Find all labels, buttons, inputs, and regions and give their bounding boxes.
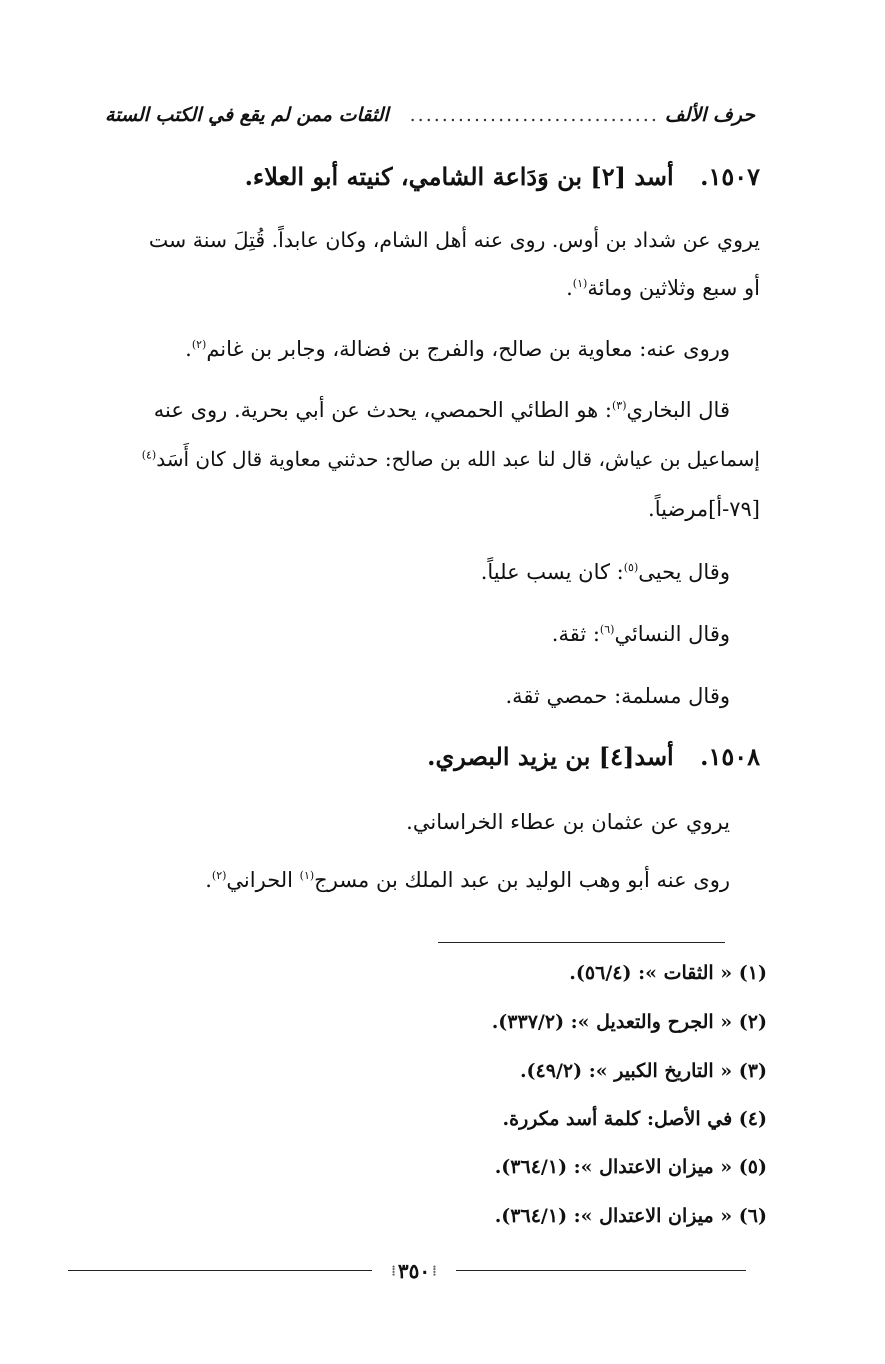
footnote-number: (١) — [738, 962, 767, 984]
text-span: وقال مسلمة: حمصي ثقة. — [505, 684, 730, 708]
running-header — [105, 104, 755, 126]
footnote-item — [492, 1011, 767, 1033]
bottom-rule-left — [68, 1270, 372, 1271]
entry-number: ١٥٠٧. — [700, 162, 760, 191]
text-span: . — [185, 337, 192, 361]
text-span: الحراني — [226, 868, 300, 892]
footnote-ref: (١) — [299, 869, 315, 882]
text-span: أو سبع وثلاثين ومائة — [587, 276, 760, 300]
footnote-text: « التاريخ الكبير »: (٤٩/٢). — [519, 1060, 733, 1082]
paragraph-line — [185, 337, 730, 361]
footnote-item — [503, 1108, 767, 1130]
footnote-ref: (٣) — [612, 399, 627, 412]
entry-title: أسد [٢] بن وَدَاعة الشامي، كنيته أبو العلاء. — [244, 162, 674, 191]
paragraph-line — [149, 228, 760, 252]
text-span: يروي عن شداد بن أوس. روى عنه أهل الشام، وكان عابداً. قُتِلَ سنة ست — [148, 228, 760, 252]
text-span: وروى عنه: معاوية بن صالح، والفرج بن فضالة، وجابر بن غانم — [206, 337, 730, 361]
text-span: وقال يحيى — [638, 560, 730, 584]
text-span: [٧٩-أ]مرضياً. — [648, 497, 760, 521]
entry-number: ١٥٠٨. — [700, 742, 760, 771]
paragraph-line — [505, 684, 730, 708]
entry-heading-1508 — [427, 742, 760, 771]
text-span: : كان يسب علياً. — [480, 560, 624, 584]
paragraph-line — [142, 447, 760, 471]
header-book-title: الثقات ممن لم يقع في الكتب الستة — [105, 104, 389, 126]
paragraph-line — [154, 398, 730, 422]
footnote-number: (٤) — [738, 1108, 767, 1130]
paragraph-line — [566, 276, 760, 300]
text-span: : هو الطائي الحمصي، يحدث عن أبي بحرية. روى عنه — [153, 398, 612, 422]
paragraph-line — [481, 560, 730, 584]
bottom-rule-right — [456, 1270, 746, 1271]
text-span: : ثقة. — [551, 622, 600, 646]
footnote-ref: (٢) — [211, 869, 227, 882]
footnote-item — [495, 1156, 767, 1178]
text-span: قال البخاري — [626, 398, 730, 422]
footnote-ref: (٦) — [599, 623, 615, 636]
paragraph-line — [205, 868, 730, 892]
text-span: يروي عن عثمان بن عطاء الخراساني. — [406, 810, 730, 834]
footnote-ref: (٥) — [623, 561, 639, 574]
footnote-text: « ميزان الاعتدال »: (٣٦٤/١). — [494, 1205, 733, 1227]
footnote-separator — [438, 942, 725, 943]
text-span: . — [205, 868, 212, 892]
header-dots: ............................... — [409, 104, 659, 126]
ornament-left-icon: ⁞ — [391, 1262, 396, 1279]
text-span: روى عنه أبو وهب الوليد بن عبد الملك بن مسرج — [314, 868, 730, 892]
footnote-text: « ميزان الاعتدال »: (٣٦٤/١). — [494, 1156, 733, 1178]
footnote-text: « الجرح والتعديل »: (٣٣٧/٢). — [491, 1011, 733, 1033]
footnote-number: (٦) — [738, 1205, 767, 1227]
footnote-number: (٢) — [738, 1011, 767, 1033]
header-chapter: حرف الألف — [664, 104, 755, 126]
text-span: إسماعيل بن عياش، قال لنا عبد الله بن صالح: حدثني معاوية قال كان أَسَد — [156, 447, 760, 471]
text-span: وقال النسائي — [614, 622, 730, 646]
entry-heading-1507 — [245, 162, 760, 191]
page-number-box — [372, 1254, 456, 1288]
footnote-item — [495, 1205, 767, 1227]
page-number: ٣٥٠ — [397, 1259, 431, 1283]
paragraph-line — [552, 622, 730, 646]
footnote-number: (٣) — [738, 1060, 767, 1082]
footnote-ref: (٢) — [191, 338, 207, 351]
paragraph-line — [406, 810, 730, 834]
text-span: . — [566, 276, 573, 300]
footnote-text: « الثقات »: (٥٦/٤). — [569, 962, 733, 984]
ornament-right-icon: ⁞ — [432, 1262, 437, 1279]
footnote-item — [569, 962, 767, 984]
footnote-item — [520, 1060, 767, 1082]
footnote-number: (٥) — [738, 1156, 767, 1178]
entry-title: أسد[٤] بن يزيد البصري. — [427, 742, 674, 771]
footnote-text: في الأصل: كلمة أسد مكررة. — [502, 1108, 733, 1130]
footnote-ref: (٤) — [141, 448, 157, 462]
paragraph-line — [648, 497, 760, 521]
footnote-ref: (١) — [572, 277, 588, 290]
